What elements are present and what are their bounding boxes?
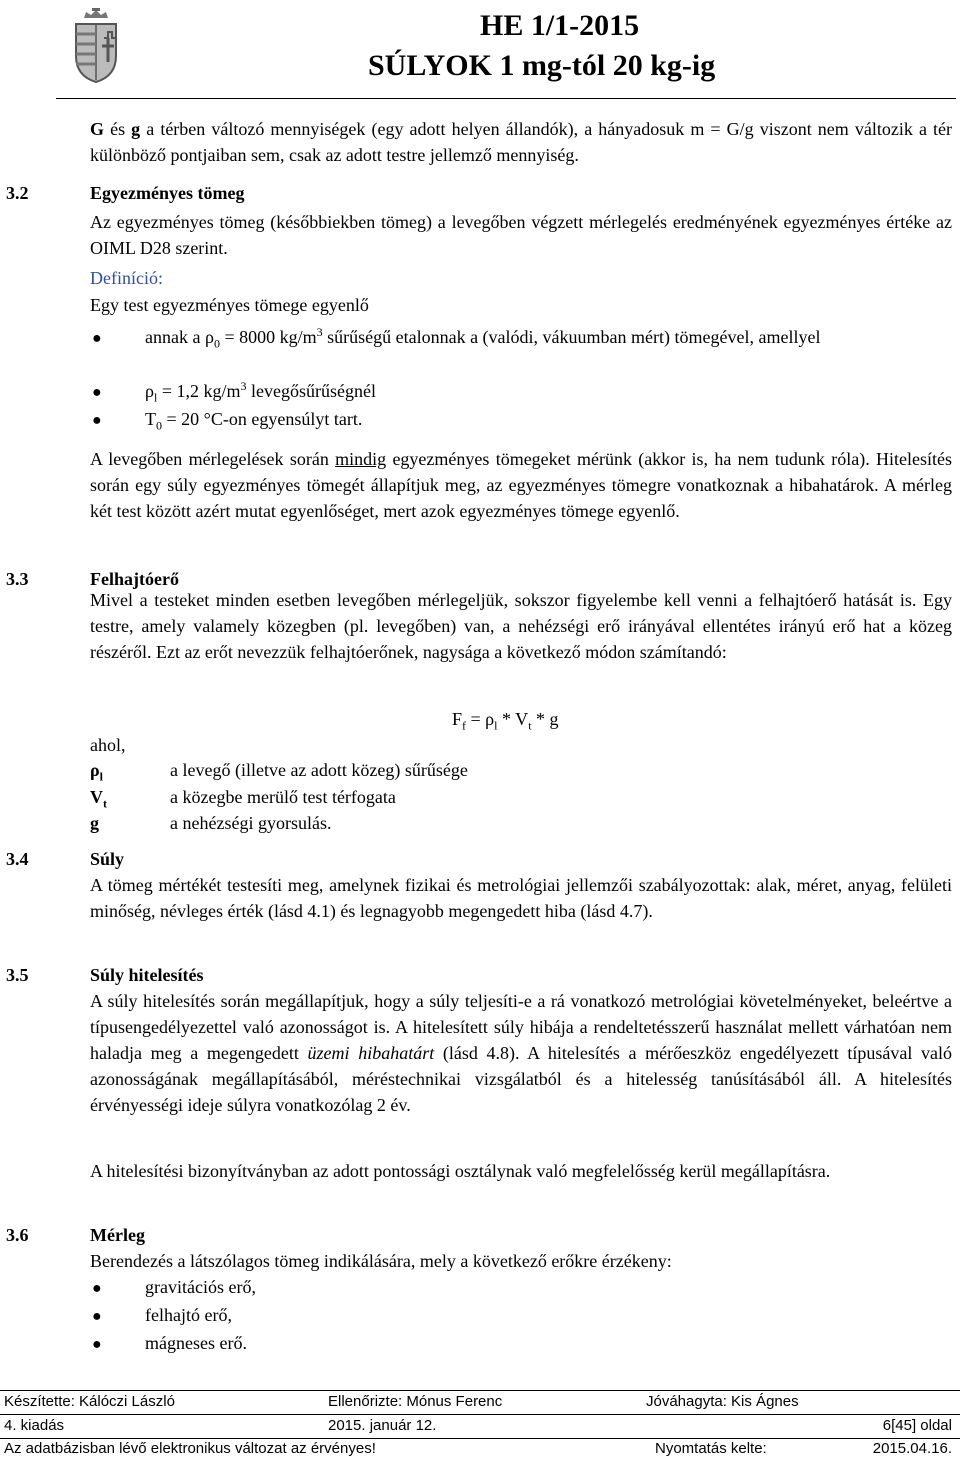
section-number: 3.6 — [6, 1225, 29, 1245]
approved-by: Jóváhagyta: Kis Ágnes — [646, 1393, 799, 1410]
variable-symbol: g — [90, 813, 99, 833]
list-item: gravitációs erő, — [145, 1277, 256, 1297]
print-date: 2015.04.16. — [872, 1440, 952, 1457]
list-item: mágneses erő. — [145, 1333, 247, 1353]
section-number: 3.3 — [6, 569, 29, 589]
document-code: HE 1/1-2015 — [480, 9, 640, 42]
edition: 4. kiadás — [4, 1417, 65, 1434]
section-title: Súly hitelesítés — [90, 965, 204, 985]
validity-note: Az adatbázisban lévő elektronikus változat az érvényes! — [4, 1440, 376, 1457]
footer-divider — [0, 1414, 960, 1415]
variable-symbol: $V_t$ — [90, 787, 107, 811]
section-title: Súly — [90, 849, 125, 869]
bullet-icon: ● — [92, 1308, 102, 1325]
header-divider — [56, 98, 956, 99]
section-title: Felhajtóerő — [90, 569, 179, 589]
section-paragraph: Berendezés a látszólagos tömeg indikálására, mely a következő erőkre érzékeny: — [90, 1251, 672, 1271]
print-date-label: Nyomtatás kelte: — [655, 1440, 767, 1457]
section-paragraph: A levegőben mérlegelések során mindig egyezményes tömegeket mérünk (akkor is, ha nem tudunk róla). Hitelesítés során egy súly egyezményes tömegét állapítjuk meg, az egyezményes tömegre vonatkoznak a hibahatárok. A mérleg két test között azért mutat egyenlőséget, mert azok egyezményes tömege egyenlő. — [90, 449, 952, 521]
coat-of-arms-icon — [68, 8, 124, 84]
list-item: annak a $\rho_0 = 8000$ $kg/m^3$ sűrűségű etalonnak a (valódi, vákuumban mért) tömegével, amellyel — [145, 325, 821, 351]
variable-description: a nehézségi gyorsulás. — [170, 813, 332, 833]
bullet-icon: ● — [92, 1280, 102, 1297]
prepared-by: Készítette: Kálóczi László — [4, 1393, 175, 1410]
section-number: 3.4 — [6, 849, 29, 869]
section-paragraph: A tömeg mértékét testesíti meg, amelynek fizikai és metrológiai jellemzői szabályozottak: alak, méret, anyag, felületi minőség, névleges érték (lásd 4.1) és legnagyobb megengedett hiba (lásd 4.7). — [90, 875, 952, 921]
section-number: 3.2 — [6, 183, 29, 203]
where-label: ahol, — [90, 735, 126, 755]
bullet-icon: ● — [92, 1336, 102, 1353]
definition-label: Definíció: — [90, 268, 163, 288]
variable-description: a közegbe merülő test térfogata — [170, 787, 396, 807]
page-number: 6[45] oldal — [882, 1417, 952, 1434]
list-item: $T_0 = 20$ °C-on egyensúlyt tart. — [145, 409, 363, 433]
section-paragraph: A hitelesítési bizonyítványban az adott pontossági osztálynak való megfelelősség kerül megállapításra. — [90, 1161, 831, 1181]
section-title: Mérleg — [90, 1225, 145, 1245]
section-paragraph: A súly hitelesítés során megállapítjuk, hogy a súly teljesíti-e a rá vonatkozó metrológiai követelményeket, beleértve a típusengedélyezettel való azonosságot is. A hitelesített súly hibája a rendeltetésszerű használat mellett várhatóan nem haladja meg a megengedett üzemi hibahatárt (lásd 4.8). A hitelesítés a mérőeszköz engedélyezett típusával való azonosságának megállapításából, méréstechnikai vizsgálatból és a hitelesség tanúsításából áll. A hitelesítés érvényességi ideje súlyra vonatkozólag 2 év. — [90, 991, 952, 1115]
bullet-icon: ● — [92, 384, 102, 401]
section-paragraph: Az egyezményes tömeg (későbbiekben tömeg) a levegőben végzett mérlegelés eredményének egyezményes értéke az OIML D28 szerint. — [90, 212, 952, 258]
intro-paragraph: G és g a térben változó mennyiségek (egy adott helyen állandók), a hányadosuk m = G/g viszont nem változik a tér különböző pontjaiban sem, csak az adott testre jellemző mennyiség. — [90, 119, 952, 165]
document-title: SÚLYOK 1 mg-tól 20 kg-ig — [368, 49, 716, 82]
definition-intro: Egy test egyezményes tömege egyenlő — [90, 295, 369, 315]
variable-symbol: $\rho_l$ — [90, 760, 103, 784]
bullet-icon: ● — [92, 330, 102, 347]
section-number: 3.5 — [6, 965, 29, 985]
buoyancy-formula: $F_f = \rho_l * V_t * g$ — [452, 709, 559, 733]
checked-by: Ellenőrizte: Mónus Ferenc — [328, 1393, 503, 1410]
list-item: felhajtó erő, — [145, 1305, 232, 1325]
section-title: Egyezményes tömeg — [90, 183, 245, 203]
section-paragraph: Mivel a testeket minden esetben levegőben mérlegeljük, sokszor figyelembe kell venni a felhajtóerő hatását is. Egy testre, amely valamely közegben (pl. levegőben) van, a nehézségi erő irányával ellentétes irányú erő hat a közeg részéről. Ezt az erőt nevezzük felhajtóerőnek, nagysága a következő módon számítandó: — [90, 590, 952, 662]
list-item: $\rho_l = 1,2$ $kg/m^3$ levegősűrűségnél — [145, 379, 376, 405]
variable-description: a levegő (illetve az adott közeg) sűrűsége — [170, 760, 468, 780]
bullet-icon: ● — [92, 412, 102, 429]
issue-date: 2015. január 12. — [328, 1417, 437, 1434]
